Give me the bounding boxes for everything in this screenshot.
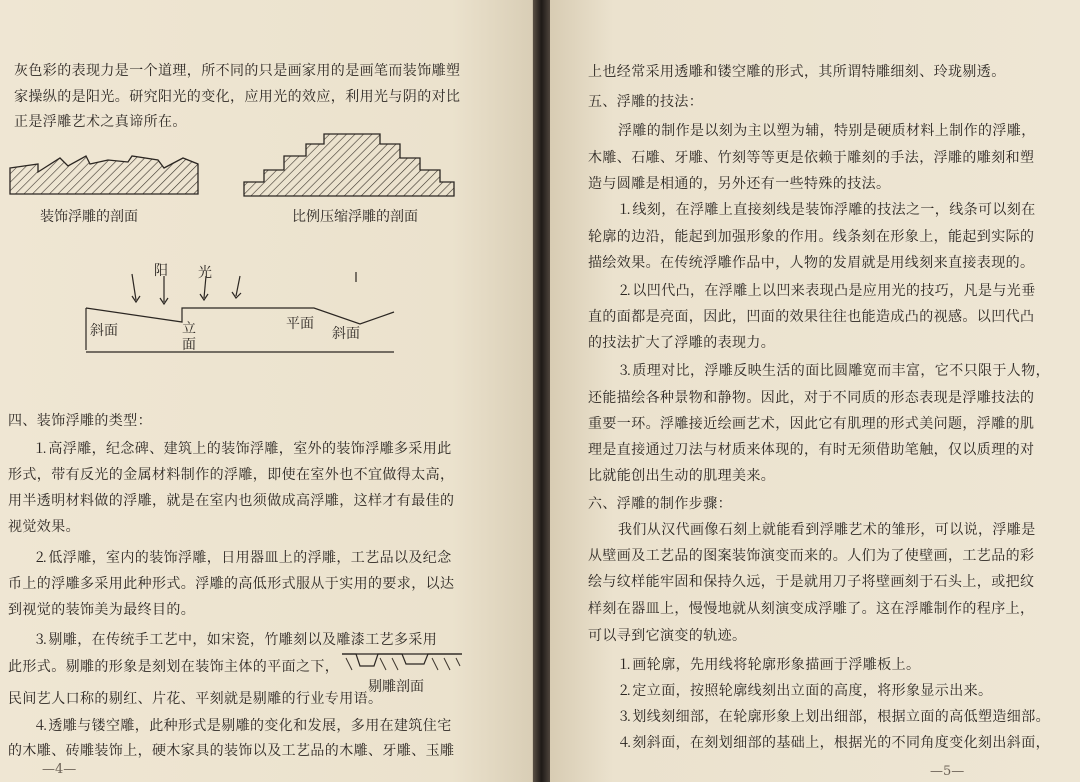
decorative-relief-section-figure [8, 150, 208, 200]
text-line: 浮雕的制作是以刻为主以塑为辅，特别是硬质材料上制作的浮雕， [618, 123, 1036, 139]
body-line: 用半透明材料做的浮雕，就是在室内也须做成高浮雕，这样才有最佳的 [8, 493, 455, 509]
text-line: 灰色彩的表现力是一个道理，所不同的只是画家用的是画笔而装饰雕塑 [14, 63, 461, 79]
compressed-relief-section-figure [240, 130, 460, 202]
figure-caption: 装饰浮雕的剖面 [40, 209, 138, 225]
text-line: 还能描绘各种景物和静物。因此，对于不同质的形态表现是浮雕技法的 [588, 390, 1035, 406]
body-line: 此形式。剔雕的形象是刻划在装饰主体的平面之下， [8, 659, 340, 675]
text-line: 轮廓的边沿，能起到加强形象的作用。线条刻在形象上，能起到实际的 [588, 229, 1035, 245]
figure-caption: 比例压缩浮雕的剖面 [292, 209, 418, 225]
light-label: 光 [198, 265, 212, 281]
text-line: ⒈线刻，在浮雕上直接刻线是装饰浮雕的技法之一，线条可以刻在 [618, 202, 1036, 218]
body-line: ⒈高浮雕，纪念碑、建筑上的装饰浮雕，室外的装饰浮雕多采用此 [34, 441, 452, 457]
body-line: 民间艺人口称的剔红、片花、平刻就是剔雕的行业专用语。 [8, 691, 383, 707]
text-line: 木雕、石雕、牙雕、竹刻等等更是依赖于雕刻的手法，浮雕的雕刻和塑 [588, 150, 1035, 166]
tidiao-section-figure [340, 650, 470, 676]
text-line: ⒊划线刻细部，在轮廓形象上划出细部，根据立面的高低塑造细部。 [618, 709, 1050, 725]
text-line: 直的面都是亮面，因此，凹面的效果往往也能造成凸的视感。以凹代凸 [588, 309, 1035, 325]
section-heading: 五、浮雕的技法： [588, 94, 704, 110]
vertical-label-b: 面 [182, 337, 196, 353]
text-line: ⒉定立面，按照轮廓线刻出立面的高度，将形象显示出来。 [618, 683, 993, 699]
text-line: 的技法扩大了浮雕的表现力。 [588, 335, 776, 351]
body-line: 到视觉的装饰美为最终目的。 [8, 602, 196, 618]
body-line: ⒋透雕与镂空雕，此种形式是剔雕的变化和发展，多用在建筑住宅 [34, 718, 452, 734]
text-line: ⒊质理对比，浮雕反映生活的面比圆雕宽而丰富，它不只限于人物， [618, 363, 1050, 379]
text-line: 可以寻到它演变的轨迹。 [588, 628, 747, 644]
text-line: 我们从汉代画像石刻上就能看到浮雕艺术的雏形，可以说，浮雕是 [618, 522, 1036, 538]
text-line: ⒈画轮廓，先用线将轮廓形象描画于浮雕板上。 [618, 657, 921, 673]
vertical-label-a: 立 [182, 321, 196, 337]
page-number: —5— [930, 764, 965, 779]
text-line: ⒋刻斜面，在刻划细部的基础上，根据光的不同角度变化刻出斜面， [618, 735, 1050, 751]
body-line: 的木雕、砖雕装饰上，硬木家具的装饰以及工艺品的木雕、牙雕、玉雕 [8, 743, 455, 759]
sun-label: 阳 [154, 263, 168, 279]
text-line: 理是直接通过刀法与材质来体现的，有时无须借助笔触，仅以质理的对 [588, 442, 1035, 458]
body-line: 形式，带有反光的金属材料制作的浮雕，即使在室外也不宜做得太高， [8, 467, 455, 483]
text-line: 重要一环。浮雕接近绘画艺术，因此它有肌理的形式美问题，浮雕的肌 [588, 416, 1035, 432]
light-angle-diagram [84, 272, 404, 356]
text-line: 绘与纹样能牢固和保持久远，于是就用刀子将壁画刻于石头上，或把纹 [588, 574, 1035, 590]
body-line: 视觉效果。 [8, 519, 80, 535]
text-line: 家操纵的是阳光。研究阳光的变化，应用光的效应，利用光与阴的对比 [14, 89, 461, 105]
text-line: 样刻在器皿上，慢慢地就从刻演变成浮雕了。这在浮雕制作的程序上， [588, 601, 1035, 617]
page-number: —4— [42, 762, 77, 777]
text-line: 正是浮雕艺术之真谛所在。 [14, 114, 187, 130]
left-page [0, 0, 533, 782]
flat-label: 平面 [286, 316, 314, 332]
text-line: 描绘效果。在传统浮雕作品中，人物的发眉就是用线刻来直接表现的。 [588, 255, 1035, 271]
tidiao-caption: 剔雕剖面 [368, 679, 424, 695]
body-line: 币上的浮雕多采用此种形式。浮雕的高低形式服从于实用的要求，以达 [8, 576, 455, 592]
slope-right-label: 斜面 [332, 326, 360, 342]
body-line: ⒊剔雕，在传统手工艺中，如宋瓷，竹雕刻以及雕漆工艺多采用 [34, 632, 438, 648]
text-line: 从壁画及工艺品的图案装饰演变而来的。人们为了使壁画，工艺品的彩 [588, 548, 1035, 564]
text-line: 上也经常采用透雕和镂空雕的形式，其所谓特雕细刻、玲珑剔透。 [588, 64, 1006, 80]
right-page [550, 0, 1080, 782]
text-line: 比就能创出生动的肌理美来。 [588, 468, 776, 484]
text-line: 造与圆雕是相通的，另外还有一些特殊的技法。 [588, 176, 891, 192]
book-gutter [533, 0, 550, 782]
slope-left-label: 斜面 [90, 323, 118, 339]
section-heading: 四、装饰浮雕的类型： [8, 413, 152, 429]
body-line: ⒉低浮雕，室内的装饰浮雕，日用器皿上的浮雕，工艺品以及纪念 [34, 550, 452, 566]
section-heading: 六、浮雕的制作步骤： [588, 496, 732, 512]
text-line: ⒉以凹代凸，在浮雕上以凹来表现凸是应用光的技巧，凡是与光垂 [618, 283, 1036, 299]
